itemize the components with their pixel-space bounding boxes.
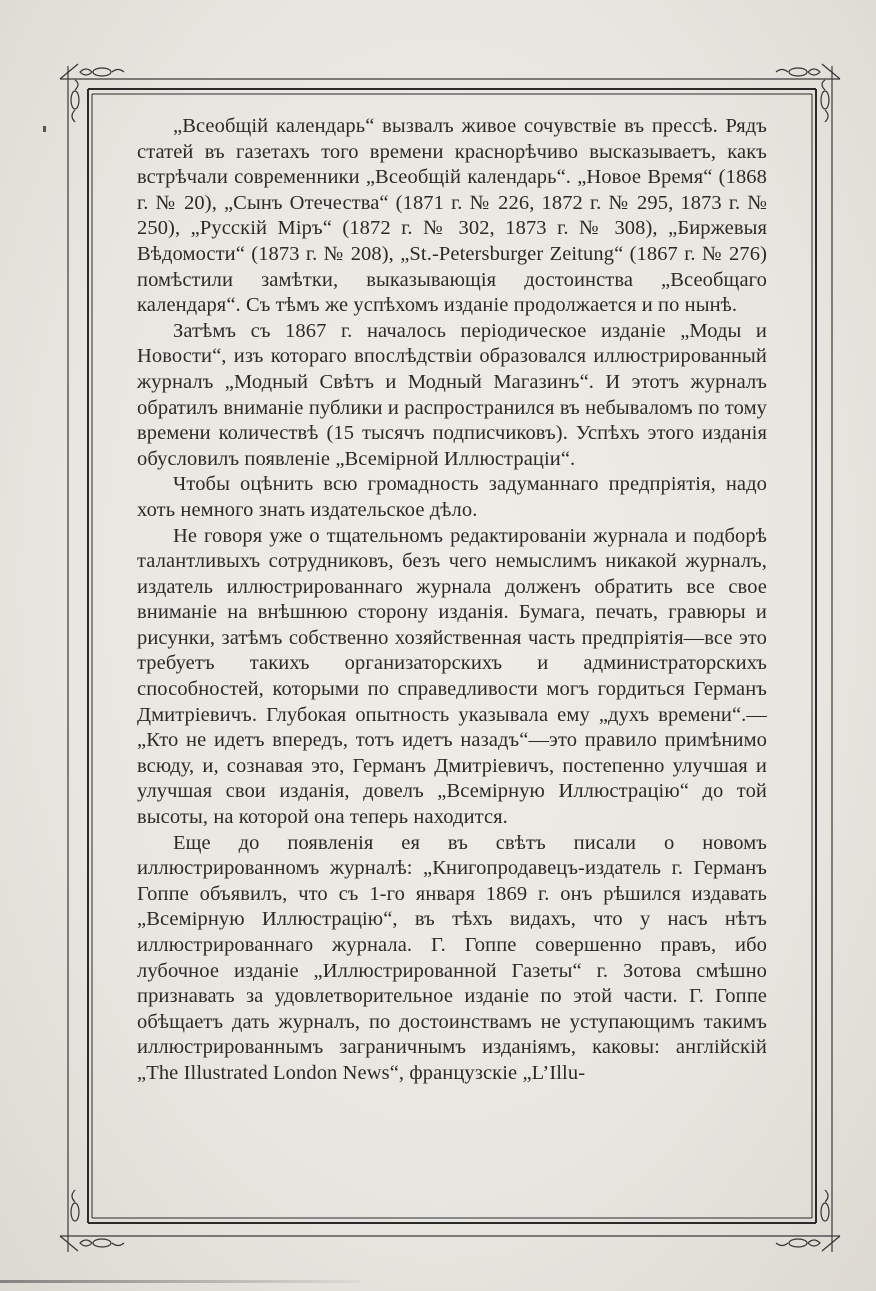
paragraph-calendar-press: „Всеобщій календарь“ вызвалъ живое сочувствіе въ прессѣ. Рядъ статей въ газетахъ того времени краснорѣчиво высказываетъ, какъ встрѣчали современники „Всеобщій календарь“. „Новое Время“ (1868 г. № 20), „Сынъ Отечества“ (1871 г. № 226, 1872 г. № 295, 1873 г. № 250), „Русскій Міръ“ (1872 г. № 302, 1873 г. № 308), „Биржевыя Вѣдомости“ (1873 г. № 208), „St.-Petersburger Zeitung“ (1867 г. № 276) помѣстили замѣтки, выказывающія достоинства „Всеобщаго календаря“. Съ тѣмъ же успѣхомъ изданіе продолжается и по нынѣ.	[137, 115, 767, 317]
page-edge-shadow	[0, 1280, 360, 1283]
corner-ornament-bottom-right-icon	[776, 1190, 840, 1251]
paragraph-publishing-scale: Чтобы оцѣнить всю громадность задуманнаго предпріятія, надо хоть немного знать издательское дѣло.	[137, 473, 767, 521]
paragraph-editorial-work: Не говоря уже о тщательномъ редактированіи журнала и подборѣ талантливыхъ сотрудниковъ, безъ чего немыслимъ никакой журналъ, издатель иллюстрированнаго журнала долженъ обратить все свое вниманіе на внѣшнюю сторону изданія. Бумага, печать, гравюры и рисунки, затѣмъ собственно хозяйственная часть предпріятія—все это требуетъ такихъ организаторскихъ и администраторскихъ способностей, которыми по справедливости могъ гордиться Германъ Дмитріевичъ. Глубокая опытность указывала ему „духъ времени“.—„Кто не идетъ впередъ, тотъ идетъ назадъ“—это правило примѣнимо всюду, и, сознавая это, Германъ Дмитріевичъ, постепенно улучшая и улучшая свои изданія, довелъ „Всемірную Иллюстрацію“ до той высоты, на которой она теперь находится.	[137, 524, 767, 829]
body-text	[137, 114, 767, 1194]
paragraph-early-reviews: Еще до появленія ея въ свѣтъ писали о новомъ иллюстрированномъ журналѣ: „Книгопродавецъ-издатель г. Германъ Гоппе объявилъ, что съ 1-го января 1869 г. онъ рѣшился издавать „Всемірную Иллюстрацію“, въ тѣхъ видахъ, что у насъ нѣтъ иллюстрированнаго журнала. Г. Гоппе совершенно правъ, ибо лубочное изданіе „Иллюстрированной Газеты“ г. Зотова смѣшно признавать за удовлетворительное изданіе по этой части. Г. Гоппе обѣщаетъ дать журналъ, по достоинствамъ не уступающимъ такимъ иллюстрированнымъ заграничнымъ изданіямъ, каковы: англійскій „The Illustrated London News“, французскіе „L’Illu-	[137, 831, 767, 1084]
paragraph-fashion-journal: Затѣмъ съ 1867 г. началось періодическое изданіе „Моды и Новости“, изъ котораго впослѣдствіи образовался иллюстрированный журналъ „Модный Свѣтъ и Модный Магазинъ“. И этотъ журналъ обратилъ вниманіе публики и распространился въ небываломъ по тому времени количествѣ (15 тысячъ подписчиковъ). Успѣхъ этого изданія обусловилъ появленіе „Всемірной Иллюстраціи“.	[137, 319, 767, 470]
corner-ornament-top-right-icon	[776, 64, 840, 122]
ink-speck	[43, 126, 46, 132]
